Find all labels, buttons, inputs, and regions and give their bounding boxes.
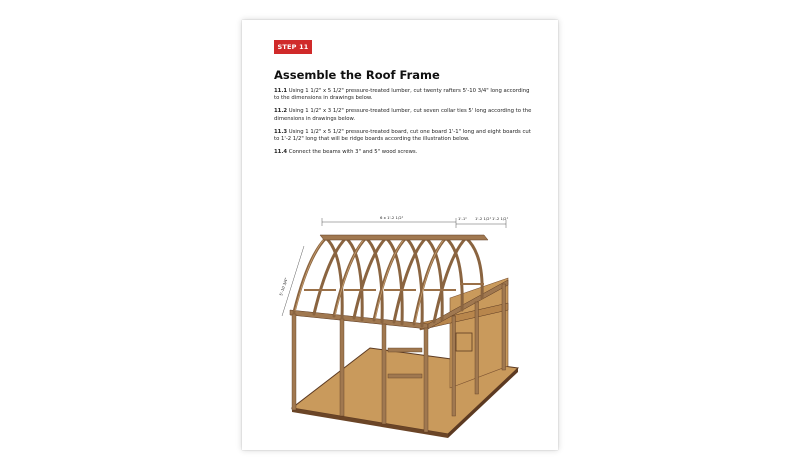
roof-frame-illustration [270,198,530,438]
front-top-plate [290,310,428,329]
page-title: Assemble the Roof Frame [274,68,440,82]
step-text: Using 1 1/2" x 3 1/2" pressure-treated lumber, cut seven collar ties 5' long according to the dimensions in drawings below. [274,108,532,122]
step-badge: STEP 11 [274,40,312,54]
instruction-list [274,88,536,162]
step-number: 11.3 [274,128,288,135]
dimension-rafter: 5'-10 3/4" [278,276,289,297]
instruction-step [274,149,536,156]
step-text: Using 1 1/2" x 5 1/2" pressure-treated board, cut one board 1'-1" long and eight boards cut to 1'-2 1/2" long that will be ridge boards according the illustration below. [274,128,531,143]
dimension-seg1: 1'-1" [458,216,467,221]
step-number: 11.2 [274,108,288,115]
step-text: Connect the beams with 3" and 5" wood screws. [288,149,418,156]
step-number: 11.4 [274,149,288,156]
dimension-top-span: 6 x 1'-2 1/2" [380,215,404,220]
document-page [242,20,558,450]
instruction-step [274,88,536,102]
step-number: 11.1 [274,88,288,94]
step-text: Using 1 1/2" x 5 1/2" pressure-treated lumber, cut twenty rafters 5'-10 3/4" long according to the dimensions in drawings below. [274,88,530,102]
dimension-seg2: 1'-2 1/2" [475,216,492,221]
ridge-board [320,235,488,240]
instruction-step [274,129,536,143]
dimension-seg3: 1'-2 1/2" [492,216,509,221]
collar-ties [304,284,484,290]
instruction-step [274,108,536,122]
